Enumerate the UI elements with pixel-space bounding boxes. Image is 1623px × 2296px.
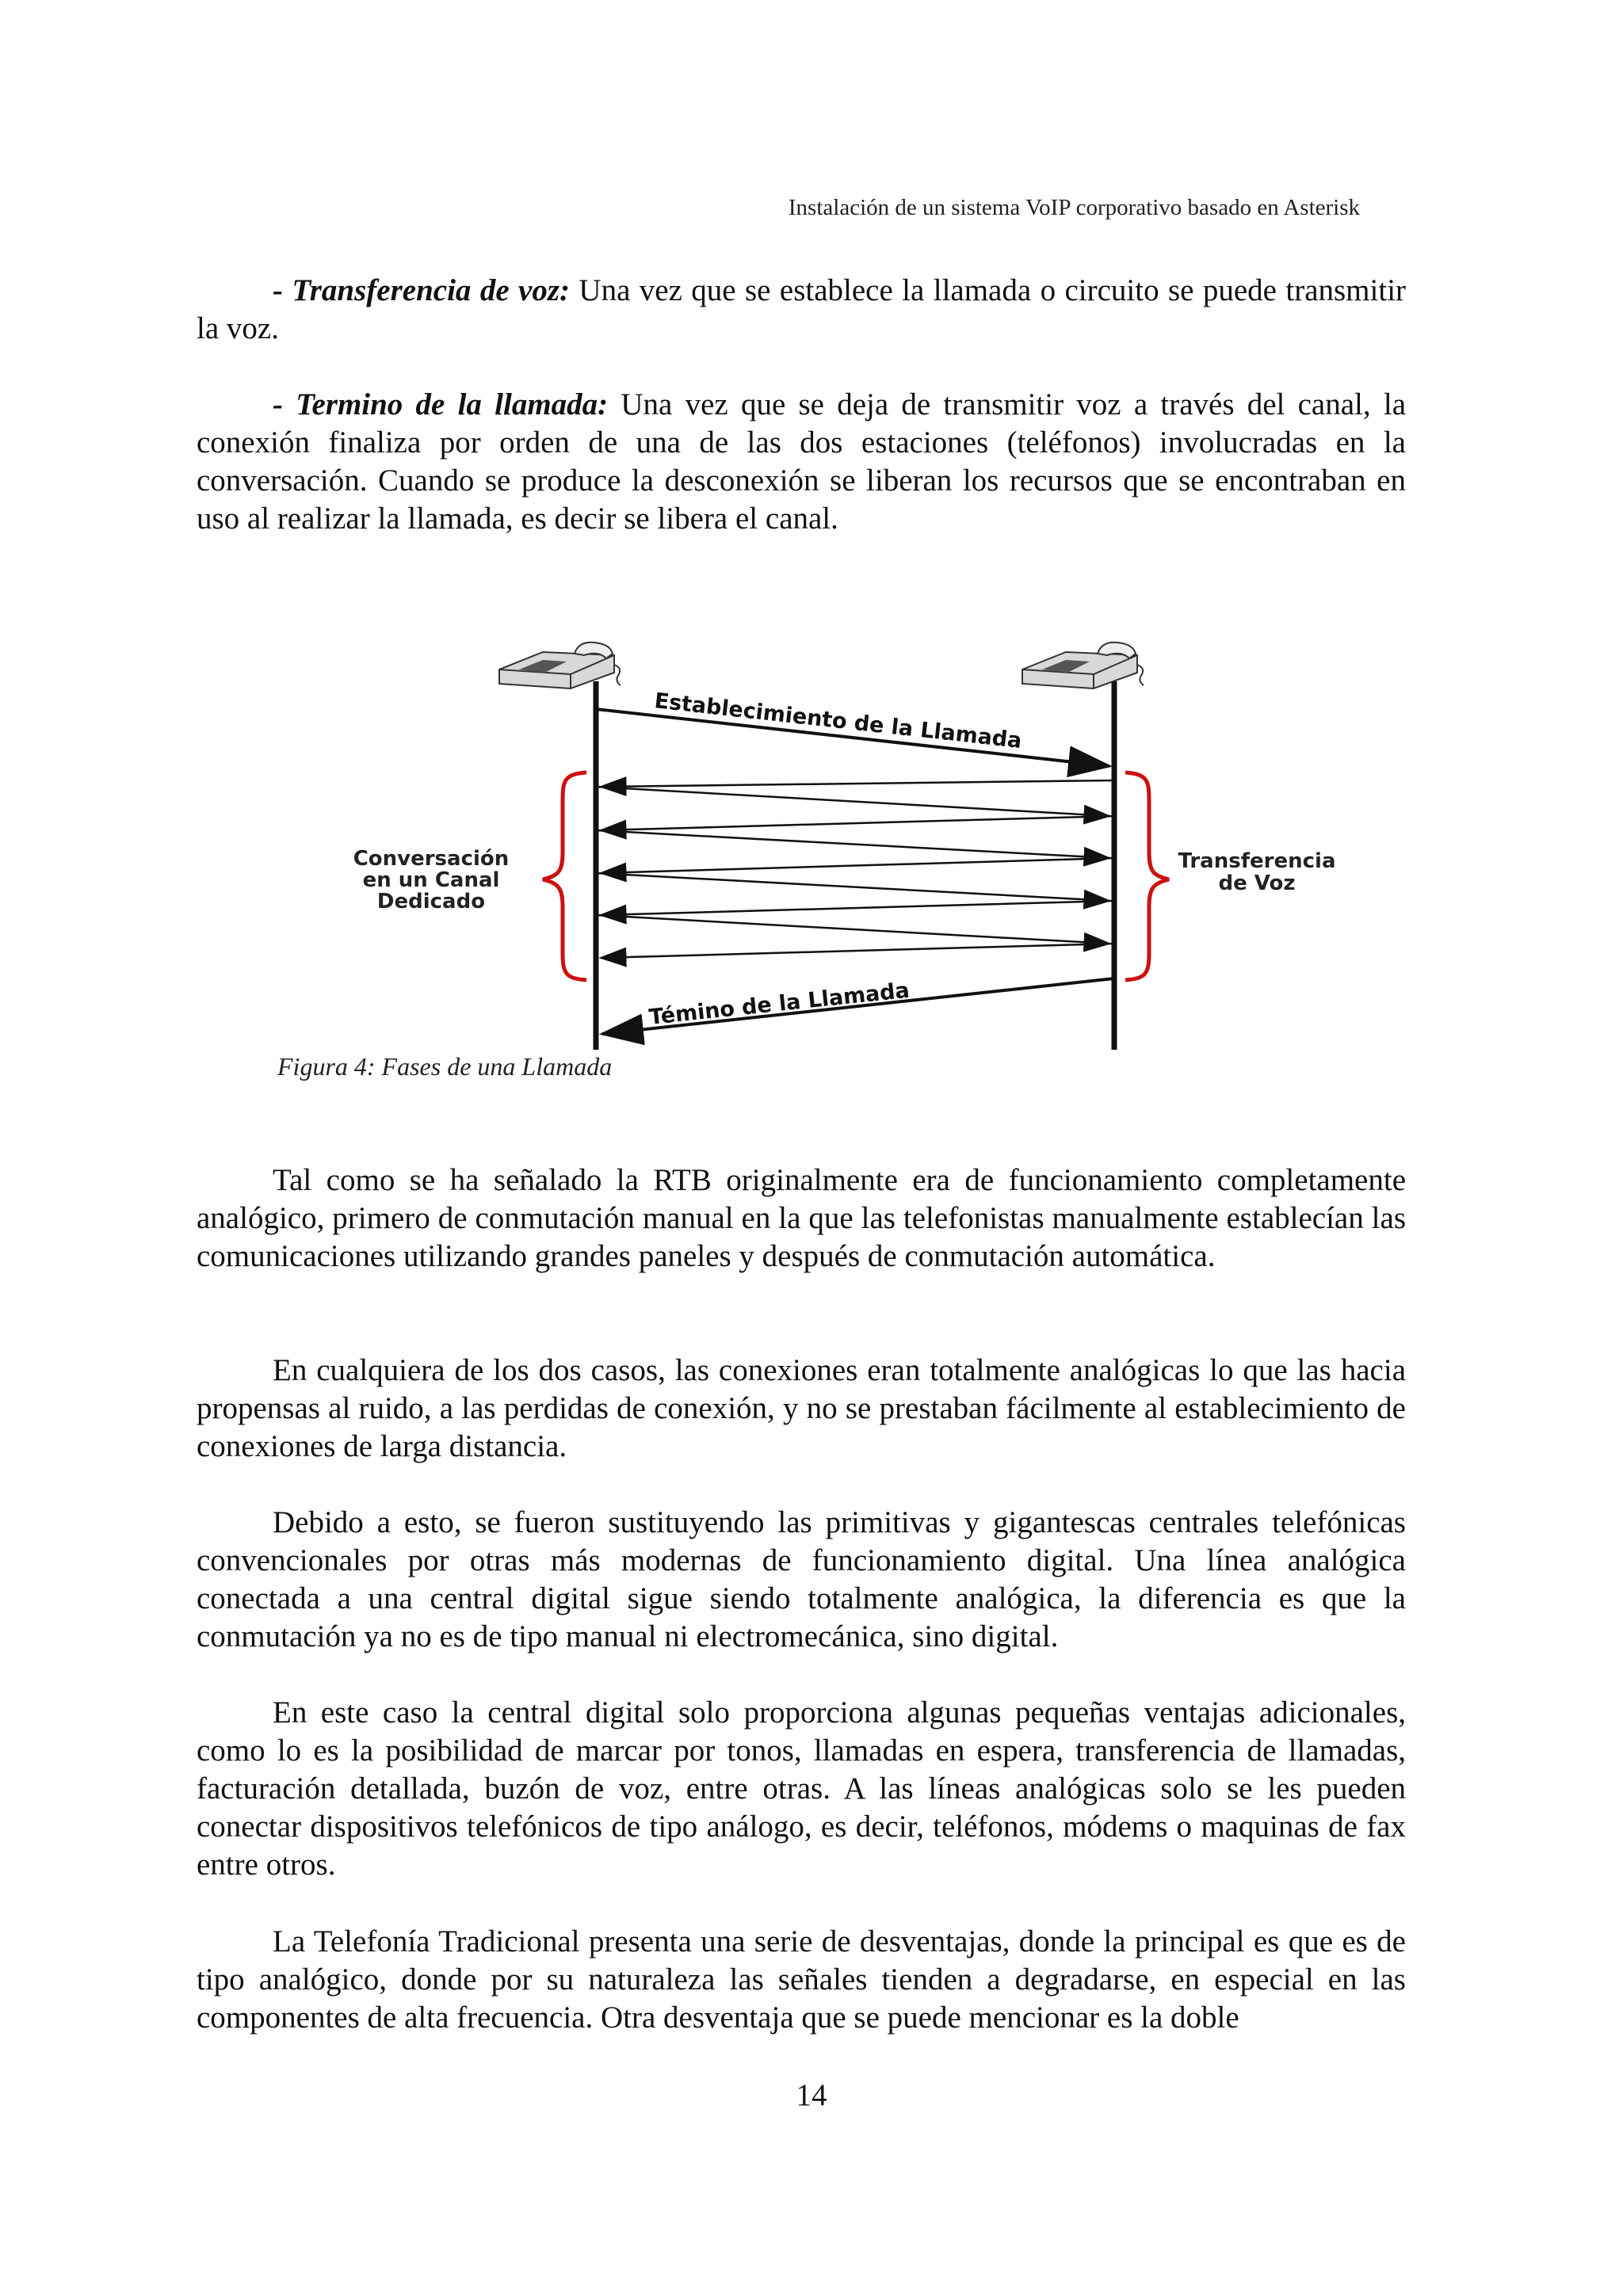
figure-caption: Figura 4: Fases de una Llamada bbox=[277, 1052, 613, 1081]
paragraph-analog-connections: En cualquiera de los dos casos, las conexiones eran totalmente analógicas lo que las hacia propensas al ruido, a las perdidas de conexión, y no se prestaban fácilmente al establecimiento de conexiones de larga distancia. bbox=[197, 1353, 1406, 1463]
paragraph-voice-transfer bbox=[197, 272, 1406, 348]
arrow-8 bbox=[596, 915, 1109, 944]
left-telephone-icon bbox=[499, 643, 621, 688]
conversation-arrows bbox=[596, 780, 1114, 958]
arrow-9 bbox=[601, 944, 1114, 958]
paragraph-body: Una vez que se establece la llamada o circuito se puede transmitir la voz. bbox=[197, 273, 1407, 345]
paragraph-call-end bbox=[197, 386, 1406, 538]
right-brace-label-2: de Voz bbox=[1218, 871, 1296, 895]
running-header: Instalación de un sistema VoIP corporativo basado en Asterisk bbox=[788, 195, 1360, 220]
call-phases-svg bbox=[325, 574, 1363, 1054]
arrow-5 bbox=[601, 858, 1114, 873]
arrow-1 bbox=[601, 780, 1114, 787]
paragraph-lead: - Termino de la llamada: bbox=[273, 387, 609, 421]
arrow-6 bbox=[596, 873, 1109, 901]
left-brace bbox=[543, 772, 586, 980]
left-brace-label-1: Conversación bbox=[353, 847, 510, 871]
arrow-2 bbox=[596, 787, 1109, 816]
paragraph-digital-centrals: Debido a esto, se fueron sustituyendo las primitivas y gigantescas centrales telefónicas convencionales por otras más modernas de funcionamiento digital. Una línea analógica conectada a una central digital sigue siendo totalmente analógica, la diferencia es que la conmutación ya no es de tipo manual ni electromecánica, sino digital. bbox=[197, 1505, 1406, 1653]
right-telephone-icon bbox=[1022, 643, 1144, 688]
arrow-7 bbox=[601, 901, 1114, 915]
end-label: Témino de la Llamada bbox=[647, 978, 911, 1030]
right-brace bbox=[1125, 772, 1169, 980]
arrow-4 bbox=[596, 830, 1109, 858]
page-number: 14 bbox=[796, 2078, 827, 2112]
paragraph-traditional-disadvantages: La Telefonía Tradicional presenta una serie de desventajas, donde la principal es que es de tipo analógico, donde por su naturaleza las señales tienden a degradarse, en especial en las componentes de alta frecuencia. Otra desventaja que se puede mencionar es la doble bbox=[197, 1924, 1406, 2035]
left-brace-label-2: en un Canal bbox=[362, 868, 500, 892]
right-brace-label-1: Transferencia bbox=[1178, 849, 1336, 873]
arrow-3 bbox=[601, 816, 1114, 830]
paragraph-rtb-history: Tal como se ha señalado la RTB originalmente era de funcionamiento completamente analógico, primero de conmutación manual en la que las telefonistas manualmente establecían las comunicaciones utilizando grandes paneles y después de conmutación automática. bbox=[197, 1163, 1406, 1273]
paragraph-digital-advantages: En este caso la central digital solo proporciona algunas pequeñas ventajas adicionales, como lo es la posibilidad de marcar por tonos, llamadas en espera, transferencia de llamadas, facturación detallada, buzón de voz, entre otras. A las líneas analógicas solo se les pueden conectar dispositivos telefónicos de tipo análogo, es decir, teléfonos, módems o maquinas de fax entre otros. bbox=[197, 1695, 1406, 1882]
paragraph-body: Una vez que se deja de transmitir voz a través del canal, la conexión finaliza por orden de una de las dos estaciones (teléfonos) involucradas en la conversación. Cuando se produce la desconexión se liberan los recursos que se encontraban en uso al realizar la llamada, es decir se libera el canal. bbox=[197, 387, 1407, 536]
left-brace-label-3: Dedicado bbox=[376, 890, 486, 913]
setup-label: Establecimiento de la Llamada bbox=[653, 688, 1023, 754]
paragraph-lead: - Transferencia de voz: bbox=[273, 273, 571, 307]
call-phases-diagram bbox=[325, 574, 1363, 1054]
